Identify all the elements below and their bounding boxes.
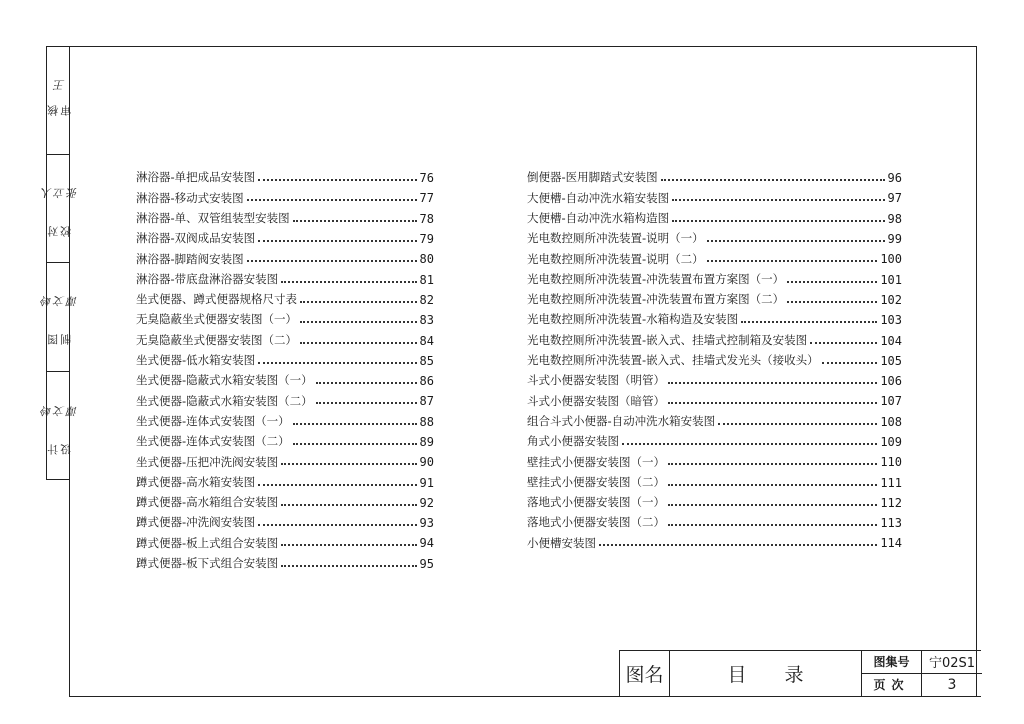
toc-entry [136, 351, 434, 371]
dot-leader [258, 362, 416, 364]
toc-entry-title: 坐式便器、蹲式便器规格尺寸表 [136, 292, 297, 307]
toc-entry [527, 533, 902, 553]
toc-entry [527, 432, 902, 452]
toc-entry-title: 光电数控厕所冲洗装置-冲洗装置布置方案图（一） [527, 271, 785, 286]
toc-entry-page: 114 [880, 536, 902, 551]
toc-entry-page: 93 [419, 516, 434, 531]
strip-cell-design: 设计 谭文岭 [38, 403, 78, 455]
toc-entry-page: 89 [419, 435, 434, 449]
dot-leader [300, 342, 417, 344]
toc-entry-page: 103 [880, 313, 902, 328]
toc-entry-title: 蹲式便器-板上式组合安装图 [136, 535, 279, 550]
toc-entry-title: 落地式小便器安装图（一） [527, 495, 665, 510]
toc-right-column [527, 168, 902, 554]
dot-leader [672, 199, 884, 201]
toc-entry [136, 371, 434, 391]
toc-entry [527, 229, 902, 249]
toc-entry [527, 168, 902, 188]
dot-leader [258, 524, 416, 526]
dot-leader [668, 504, 877, 506]
toc-entry-page: 78 [419, 211, 434, 226]
toc-entry-title: 蹲式便器-高水箱安装图 [136, 474, 256, 489]
dot-leader [668, 382, 877, 384]
strip-cell-review: 审核 王 [47, 47, 69, 155]
toc-entry-title: 坐式便器-连体式安装图（一） [136, 413, 290, 428]
toc-entry [527, 188, 902, 208]
toc-entry [136, 452, 434, 472]
dot-leader [822, 362, 878, 364]
toc-entry-title: 光电数控厕所冲洗装置-说明（二） [527, 251, 704, 266]
toc-entry-title: 壁挂式小便器安装图（一） [527, 454, 665, 469]
dot-leader [281, 463, 416, 465]
toc-entry-title: 淋浴器-单、双管组装型安装图 [136, 210, 290, 225]
toc-entry-title: 壁挂式小便器安装图（二） [527, 474, 665, 489]
toc-entry-page: 111 [880, 475, 902, 490]
toc-left-column [136, 168, 434, 574]
dot-leader [810, 342, 877, 344]
toc-entry-page: 77 [419, 191, 434, 206]
toc-entry [136, 554, 434, 574]
toc-entry-page: 107 [880, 394, 902, 409]
atlas-number-key: 图集号 [862, 651, 922, 674]
toc-entry-page: 113 [880, 516, 902, 531]
toc-entry-page: 92 [419, 495, 434, 510]
toc-entry-page: 95 [419, 556, 434, 571]
page-number-value: 3 [947, 676, 957, 693]
toc-entry-title: 大便槽-自动冲洗水箱安装图 [527, 190, 670, 205]
toc-entry-title: 倒便器-医用脚踏式安装图 [527, 170, 658, 185]
toc-entry [527, 330, 902, 350]
toc-entry-title: 光电数控厕所冲洗装置-嵌入式、挂墙式发光头（接收头） [527, 353, 819, 368]
toc-entry-title: 无臭隐蔽坐式便器安装图（二） [136, 332, 297, 347]
toc-entry-page: 105 [880, 353, 902, 368]
toc-entry [527, 513, 902, 533]
toc-entry [136, 168, 434, 188]
dot-leader [281, 544, 416, 546]
toc-entry [527, 209, 902, 229]
dot-leader [668, 463, 877, 465]
toc-entry-page: 96 [887, 171, 902, 186]
dot-leader [281, 504, 416, 506]
toc-entry [136, 188, 434, 208]
toc-entry-title: 斗式小便器安装图（明管） [527, 373, 665, 388]
toc-entry-page: 106 [880, 374, 902, 389]
dot-leader [258, 484, 416, 486]
toc-entry-title: 组合斗式小便器-自动冲洗水箱安装图 [527, 413, 716, 428]
dot-leader [281, 281, 416, 283]
toc-entry-page: 102 [880, 292, 902, 307]
toc-entry [136, 472, 434, 492]
dot-leader [668, 402, 877, 404]
toc-entry-title: 淋浴器-单把成品安装图 [136, 170, 256, 185]
dot-leader [718, 423, 877, 425]
toc-entry-title: 蹲式便器-冲洗阀安装图 [136, 515, 256, 530]
dot-leader [787, 281, 877, 283]
toc-entry-title: 小便槽安装图 [527, 535, 596, 550]
dot-leader [247, 260, 417, 262]
dot-leader [668, 524, 877, 526]
toc-entry [527, 412, 902, 432]
toc-entry [136, 249, 434, 269]
toc-entry [136, 229, 434, 249]
dot-leader [258, 179, 416, 181]
dot-leader [293, 220, 417, 222]
toc-entry-page: 109 [880, 435, 902, 449]
toc-entry [527, 472, 902, 492]
toc-entry-page: 82 [419, 292, 434, 307]
page-number-key: 页次 [862, 674, 922, 697]
toc-entry [527, 452, 902, 472]
dot-leader [622, 443, 877, 445]
dot-leader [247, 199, 417, 201]
toc-entry-page: 81 [419, 272, 434, 287]
toc-entry-title: 光电数控厕所冲洗装置-说明（一） [527, 231, 704, 246]
dot-leader [741, 321, 877, 323]
toc-entry-title: 斗式小便器安装图（暗管） [527, 393, 665, 408]
toc-entry-page: 87 [419, 394, 434, 409]
signature: 谭文岭 [38, 294, 78, 308]
atlas-number-value: 宁02S1 [922, 651, 982, 674]
toc-entry [527, 249, 902, 269]
toc-entry [527, 371, 902, 391]
toc-entry [136, 330, 434, 350]
toc-entry [136, 290, 434, 310]
toc-entry [527, 290, 902, 310]
toc-entry-title: 光电数控厕所冲洗装置-水箱构造及安装图 [527, 312, 739, 327]
toc-entry-page: 90 [419, 455, 434, 470]
toc-entry-page: 100 [880, 252, 902, 267]
toc-entry-page: 84 [419, 333, 434, 348]
dot-leader [316, 382, 417, 384]
dot-leader [707, 240, 885, 242]
toc-entry-title: 大便槽-自动冲洗水箱构造图 [527, 210, 670, 225]
strip-cell-check: 校对 张立人 [47, 155, 69, 263]
toc-entry [136, 310, 434, 330]
toc-entry [527, 391, 902, 411]
toc-entry-page: 108 [880, 414, 902, 429]
toc-entry [136, 412, 434, 432]
signature: 王 [51, 77, 65, 91]
toc-entry-title: 光电数控厕所冲洗装置-嵌入式、挂墙式控制箱及安装图 [527, 332, 808, 347]
toc-entry-title: 淋浴器-带底盘淋浴器安装图 [136, 271, 279, 286]
toc-entry-title: 淋浴器-脚踏阀安装图 [136, 251, 244, 266]
toc-entry [136, 269, 434, 289]
toc-entry [136, 513, 434, 533]
toc-entry-page: 83 [419, 313, 434, 328]
dot-leader [672, 220, 884, 222]
dot-leader [281, 565, 416, 567]
toc-entry-page: 101 [880, 272, 902, 287]
signature-strip [38, 46, 78, 480]
toc-entry [527, 310, 902, 330]
toc-entry-title: 坐式便器-隐蔽式水箱安装图（二） [136, 393, 313, 408]
toc-entry-title: 无臭隐蔽坐式便器安装图（一） [136, 312, 297, 327]
toc-entry-title: 蹲式便器-板下式组合安装图 [136, 556, 279, 571]
toc-entry-page: 104 [880, 333, 902, 348]
title-block-label: 图名 [620, 651, 670, 696]
toc-entry-page: 88 [419, 414, 434, 429]
toc-entry-page: 80 [419, 252, 434, 267]
dot-leader [787, 301, 877, 303]
dot-leader [300, 301, 417, 303]
signature: 谭文岭 [38, 403, 78, 417]
toc-entry [136, 391, 434, 411]
toc-entry-title: 落地式小便器安装图（二） [527, 515, 665, 530]
toc-entry [136, 209, 434, 229]
toc-entry-page: 110 [880, 455, 902, 470]
toc-entry-title: 角式小便器安装图 [527, 434, 619, 449]
title-block-title: 目录 [670, 651, 862, 696]
toc-entry-page: 99 [887, 232, 902, 247]
dot-leader [293, 443, 417, 445]
toc-entry-page: 85 [419, 353, 434, 368]
toc-entry-title: 坐式便器-压把冲洗阀安装图 [136, 454, 279, 469]
toc-entry [527, 493, 902, 513]
dot-leader [599, 544, 877, 546]
dot-leader [668, 484, 877, 486]
dot-leader [258, 240, 416, 242]
toc-entry [527, 351, 902, 371]
toc-entry-page: 94 [419, 536, 434, 551]
toc-entry-title: 坐式便器-低水箱安装图 [136, 353, 256, 368]
toc-entry [136, 533, 434, 553]
toc-entry-page: 97 [887, 191, 902, 206]
toc-entry [136, 432, 434, 452]
toc-entry-title: 坐式便器-连体式安装图（二） [136, 434, 290, 449]
toc-entry [136, 493, 434, 513]
toc-entry-page: 79 [419, 232, 434, 247]
toc-entry [527, 269, 902, 289]
toc-entry-title: 淋浴器-移动式安装图 [136, 190, 244, 205]
signature: 张立人 [38, 185, 78, 199]
toc-entry-page: 76 [419, 171, 434, 186]
dot-leader [316, 402, 417, 404]
dot-leader [300, 321, 417, 323]
title-block [619, 650, 981, 697]
toc-entry-title: 坐式便器-隐蔽式水箱安装图（一） [136, 373, 313, 388]
toc-entry-page: 91 [419, 475, 434, 490]
dot-leader [707, 260, 878, 262]
toc-entry-title: 淋浴器-双阀成品安装图 [136, 231, 256, 246]
toc-entry-page: 86 [419, 374, 434, 389]
toc-entry-page: 112 [880, 495, 902, 510]
toc-entry-page: 98 [887, 211, 902, 226]
toc-entry-title: 蹲式便器-高水箱组合安装图 [136, 495, 279, 510]
strip-cell-draw: 制图 谭文岭 [47, 263, 69, 372]
toc-entry-title: 光电数控厕所冲洗装置-冲洗装置布置方案图（二） [527, 292, 785, 307]
dot-leader [661, 179, 885, 181]
dot-leader [293, 423, 417, 425]
